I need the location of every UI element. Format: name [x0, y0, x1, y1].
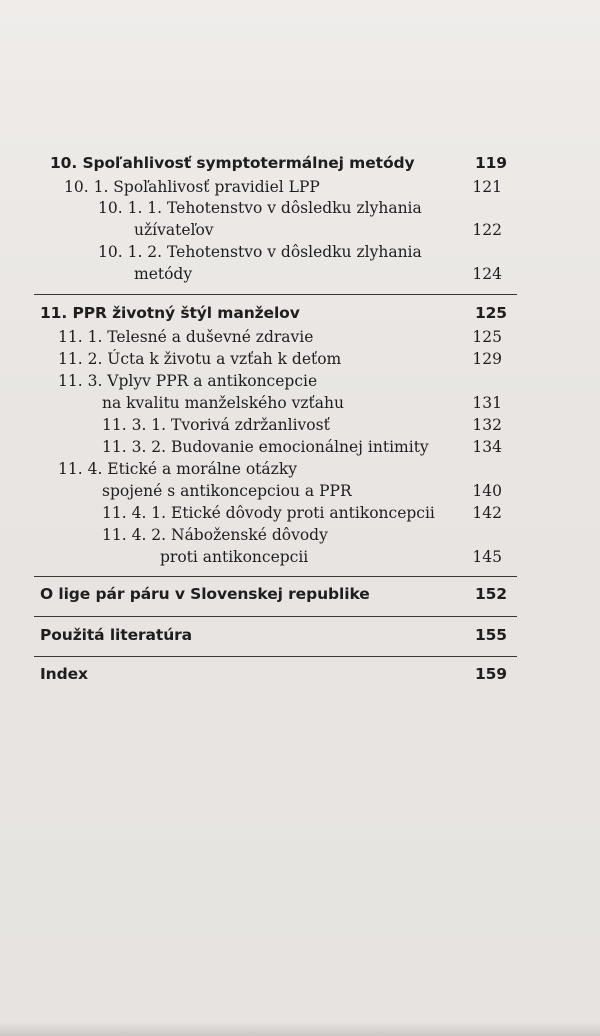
toc-entry-page: 119 — [474, 154, 507, 172]
toc-entry-page: 131 — [472, 394, 502, 412]
toc-entry-page: 145 — [472, 548, 502, 566]
toc-entry-title: Index — [40, 665, 88, 683]
toc-entry-page: 129 — [472, 350, 502, 368]
toc-entry-title: 10. Spoľahlivosť symptotermálnej metódy — [50, 154, 415, 172]
toc-entry-title: 11. PPR životný štýl manželov — [40, 304, 300, 322]
chapter-divider — [34, 656, 517, 657]
toc-entry-page: 134 — [472, 438, 502, 456]
toc-entry-title: 11. 3. Vplyv PPR a antikoncepcie — [58, 372, 318, 390]
toc-entry-title: 11. 1. Telesné a duševné zdravie — [58, 328, 314, 346]
toc-entry-title-continued: spojené s antikoncepciou a PPR — [102, 482, 352, 500]
toc-entry-title: 11. 4. 1. Etické dôvody proti antikoncepcii — [102, 504, 435, 522]
toc-entry-title: 10. 1. 1. Tehotenstvo v dôsledku zlyhania — [98, 199, 422, 217]
toc-entry-title: 10. 1. 2. Tehotenstvo v dôsledku zlyhania — [98, 243, 422, 261]
toc-entry-title-continued: užívateľov — [134, 221, 214, 239]
toc-entry-page: 124 — [472, 265, 502, 283]
toc-entry-title: 10. 1. Spoľahlivosť pravidiel LPP — [64, 178, 320, 196]
toc-entry-title: O lige pár páru v Slovenskej republike — [40, 585, 370, 603]
toc-entry-page: 152 — [474, 585, 507, 603]
chapter-divider — [34, 576, 517, 577]
toc-entry-title-continued: proti antikoncepcii — [160, 548, 309, 566]
chapter-divider — [34, 616, 517, 617]
toc-entry-page: 132 — [472, 416, 502, 434]
toc-entry-title: Použitá literatúra — [40, 626, 193, 644]
toc-entry-page: 121 — [472, 178, 502, 196]
toc-entry-title-continued: na kvalitu manželského vzťahu — [102, 394, 344, 412]
toc-entry-page: 159 — [474, 665, 507, 683]
toc-entry-page: 122 — [472, 221, 502, 239]
toc-entry-title-continued: metódy — [134, 265, 193, 283]
toc-entry-page: 125 — [474, 304, 507, 322]
toc-entry-page: 140 — [472, 482, 502, 500]
toc-entry-title: 11. 2. Úcta k životu a vzťah k deťom — [58, 350, 342, 368]
chapter-divider — [34, 294, 517, 295]
toc-entry-page: 155 — [474, 626, 507, 644]
toc-entry-title: 11. 4. 2. Náboženské dôvody — [102, 526, 328, 544]
toc-entry-page: 125 — [472, 328, 502, 346]
toc-entry-title: 11. 3. 1. Tvorivá zdržanlivosť — [102, 416, 330, 434]
toc-entry-title: 11. 4. Etické a morálne otázky — [58, 460, 297, 478]
toc-entry-title: 11. 3. 2. Budovanie emocionálnej intimity — [102, 438, 429, 456]
toc-entry-page: 142 — [472, 504, 502, 522]
